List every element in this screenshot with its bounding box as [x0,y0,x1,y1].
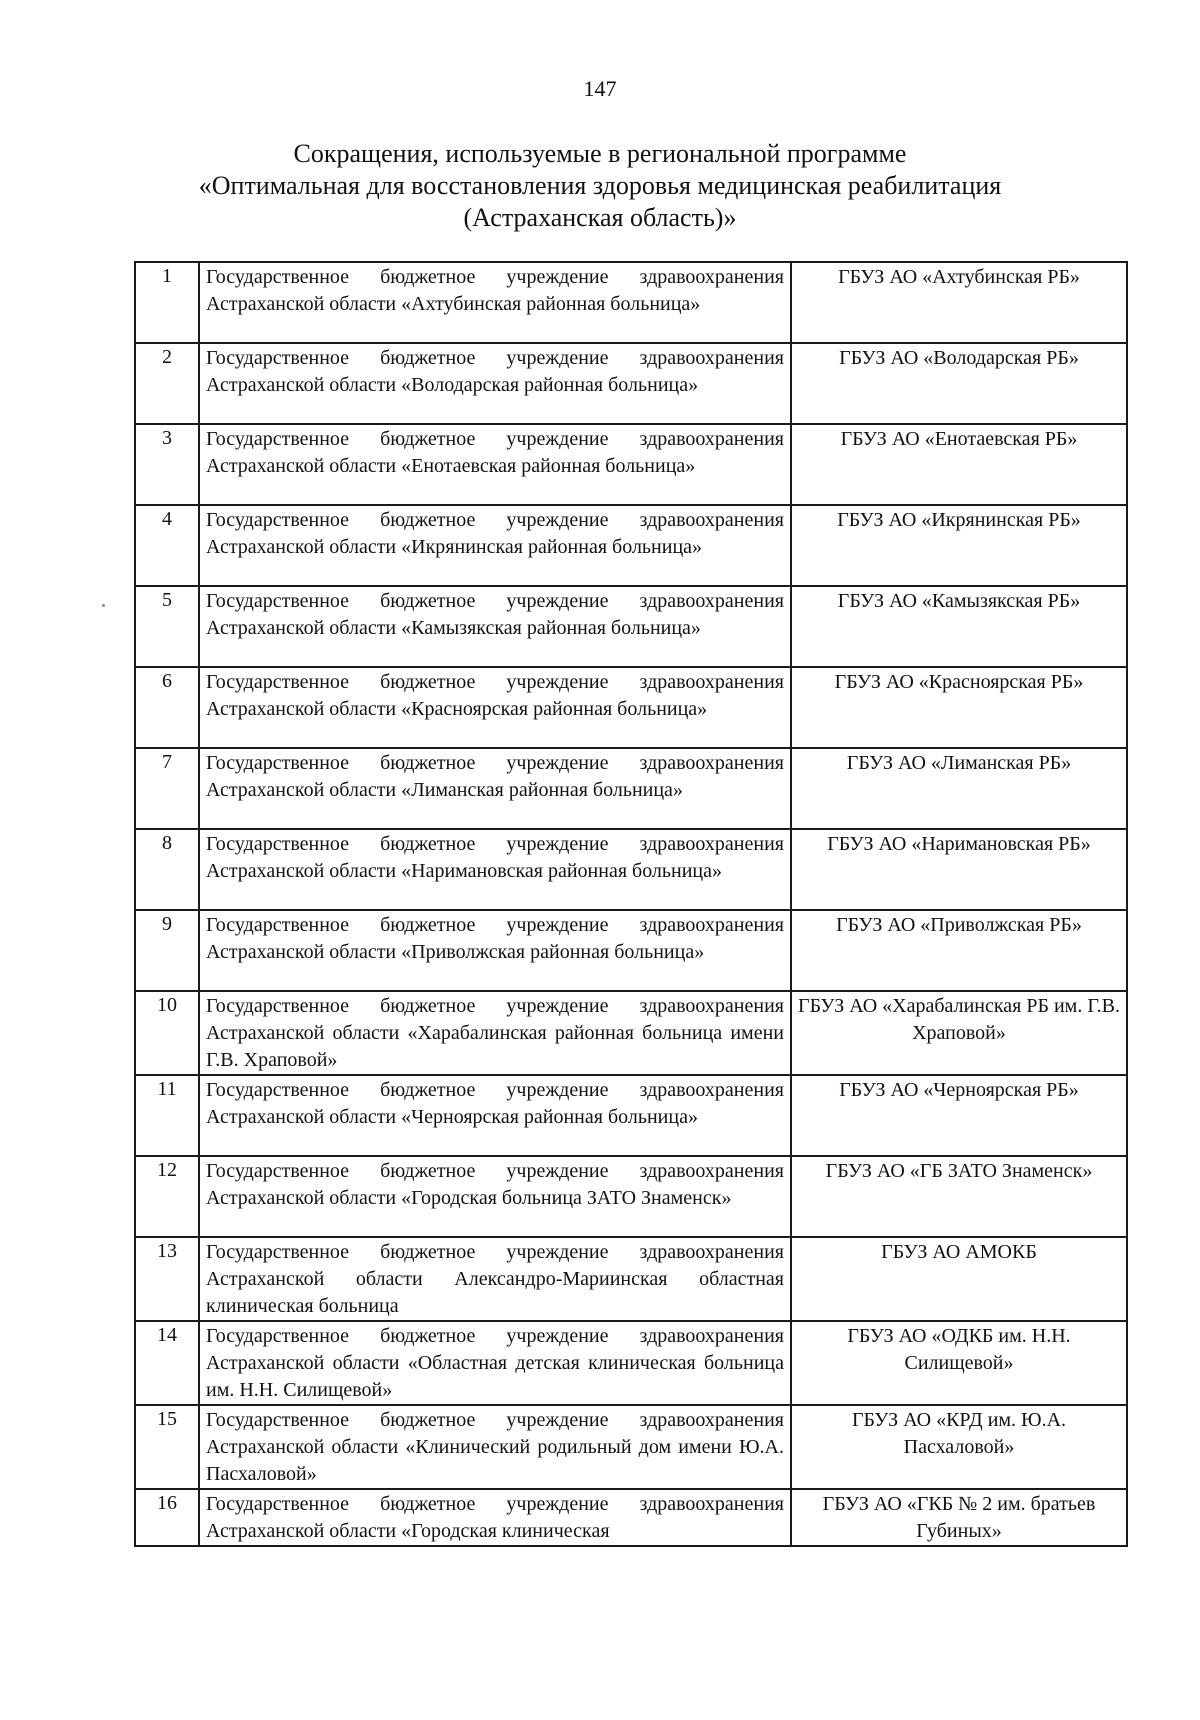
full-name-cell [199,910,791,991]
row-number: 1 [135,262,199,343]
full-name-text: Государственное бюджетное учреждение здравоохранения Астраханской области «Приволжская районная больница» [206,914,784,963]
title-line-2: «Оптимальная для восстановления здоровья медицинская реабилитация [198,171,1002,200]
abbreviations-table [134,261,1128,1547]
abbreviation-cell: ГБУЗ АО «Наримановская РБ» [791,829,1127,910]
abbreviation-cell: ГБУЗ АО «Камызякская РБ» [791,586,1127,667]
table-row [135,991,1127,1075]
table-row [135,1489,1127,1546]
table-row [135,1237,1127,1321]
abbreviation-cell: ГБУЗ АО АМОКБ [791,1237,1127,1321]
abbreviation-cell: ГБУЗ АО «ОДКБ им. Н.Н. Силищевой» [791,1321,1127,1405]
row-number: 6 [135,667,199,748]
abbreviations-table-body [135,262,1127,1546]
abbreviation-cell: ГБУЗ АО «ГКБ № 2 им. братьев Губиных» [791,1489,1127,1546]
row-number: 4 [135,505,199,586]
full-name-cell [199,1405,791,1489]
table-row [135,829,1127,910]
full-name-cell [199,667,791,748]
abbreviation-cell: ГБУЗ АО «Икрянинская РБ» [791,505,1127,586]
full-name-text: Государственное бюджетное учреждение здравоохранения Астраханской области «Енотаевская районная больница» [206,428,784,477]
row-number: 7 [135,748,199,829]
full-name-text: Государственное бюджетное учреждение здравоохранения Астраханской области «Икрянинская районная больница» [206,509,784,558]
abbreviation-cell: ГБУЗ АО «Володарская РБ» [791,343,1127,424]
full-name-text: Государственное бюджетное учреждение здравоохранения Астраханской области «Областная детская клиническая больница им. Н.Н. Силищевой» [206,1325,784,1401]
table-row [135,262,1127,343]
full-name-text: Государственное бюджетное учреждение здравоохранения Астраханской области «Наримановская районная больница» [206,833,784,882]
abbreviation-cell: ГБУЗ АО «Енотаевская РБ» [791,424,1127,505]
abbreviation-cell: ГБУЗ АО «Красноярская РБ» [791,667,1127,748]
row-number: 5 [135,586,199,667]
row-number: 11 [135,1075,199,1156]
table-row [135,667,1127,748]
row-number: 9 [135,910,199,991]
full-name-text: Государственное бюджетное учреждение здравоохранения Астраханской области «Городская больница ЗАТО Знаменск» [206,1160,784,1209]
full-name-cell [199,505,791,586]
table-row [135,1321,1127,1405]
full-name-cell [199,1075,791,1156]
full-name-cell [199,748,791,829]
table-row [135,505,1127,586]
full-name-cell [199,424,791,505]
row-number: 16 [135,1489,199,1546]
row-number: 8 [135,829,199,910]
table-row [135,343,1127,424]
page-number: 147 [583,76,617,101]
table-row [135,424,1127,505]
full-name-cell [199,343,791,424]
abbreviation-cell: ГБУЗ АО «КРД им. Ю.А. Пасхаловой» [791,1405,1127,1489]
table-row [135,1156,1127,1237]
table-row [135,748,1127,829]
full-name-cell [199,1156,791,1237]
full-name-cell [199,1321,791,1405]
full-name-text: Государственное бюджетное учреждение здравоохранения Астраханской области «Черноярская районная больница» [206,1079,784,1128]
full-name-cell [199,991,791,1075]
abbreviation-cell: ГБУЗ АО «Ахтубинская РБ» [791,262,1127,343]
table-row [135,586,1127,667]
table-row [135,910,1127,991]
full-name-cell [199,829,791,910]
full-name-text: Государственное бюджетное учреждение здравоохранения Астраханской области «Городская клиническая [206,1493,784,1542]
full-name-text: Государственное бюджетное учреждение здравоохранения Астраханской области «Красноярская районная больница» [206,671,784,720]
title-line-3: (Астраханская область)» [463,203,737,232]
full-name-cell [199,262,791,343]
full-name-text: Государственное бюджетное учреждение здравоохранения Астраханской области «Клинический родильный дом имени Ю.А. Пасхаловой» [206,1409,784,1485]
title-line-1: Сокращения, используемые в региональной программе [293,139,907,168]
full-name-text: Государственное бюджетное учреждение здравоохранения Астраханской области «Харабалинская районная больница имени Г.В. Храповой» [206,995,784,1071]
full-name-text: Государственное бюджетное учреждение здравоохранения Астраханской области «Ахтубинская районная больница» [206,266,784,315]
row-number: 13 [135,1237,199,1321]
abbreviation-cell: ГБУЗ АО «Приволжская РБ» [791,910,1127,991]
full-name-cell [199,1489,791,1546]
row-number: 15 [135,1405,199,1489]
row-number: 12 [135,1156,199,1237]
row-number: 3 [135,424,199,505]
full-name-text: Государственное бюджетное учреждение здравоохранения Астраханской области «Володарская районная больница» [206,347,784,396]
abbreviation-cell: ГБУЗ АО «Черноярская РБ» [791,1075,1127,1156]
table-row [135,1405,1127,1489]
full-name-text: Государственное бюджетное учреждение здравоохранения Астраханской области «Камызякская районная больница» [206,590,784,639]
page-title [0,138,1200,234]
row-number: 10 [135,991,199,1075]
scan-speck [102,604,105,607]
abbreviation-cell: ГБУЗ АО «Харабалинская РБ им. Г.В. Храповой» [791,991,1127,1075]
row-number: 2 [135,343,199,424]
abbreviation-cell: ГБУЗ АО «Лиманская РБ» [791,748,1127,829]
full-name-cell [199,1237,791,1321]
row-number: 14 [135,1321,199,1405]
table-row [135,1075,1127,1156]
full-name-text: Государственное бюджетное учреждение здравоохранения Астраханской области «Лиманская районная больница» [206,752,784,801]
full-name-cell [199,586,791,667]
full-name-text: Государственное бюджетное учреждение здравоохранения Астраханской области Александро-Мариинская областная клиническая больница [206,1241,784,1317]
abbreviation-cell: ГБУЗ АО «ГБ ЗАТО Знаменск» [791,1156,1127,1237]
